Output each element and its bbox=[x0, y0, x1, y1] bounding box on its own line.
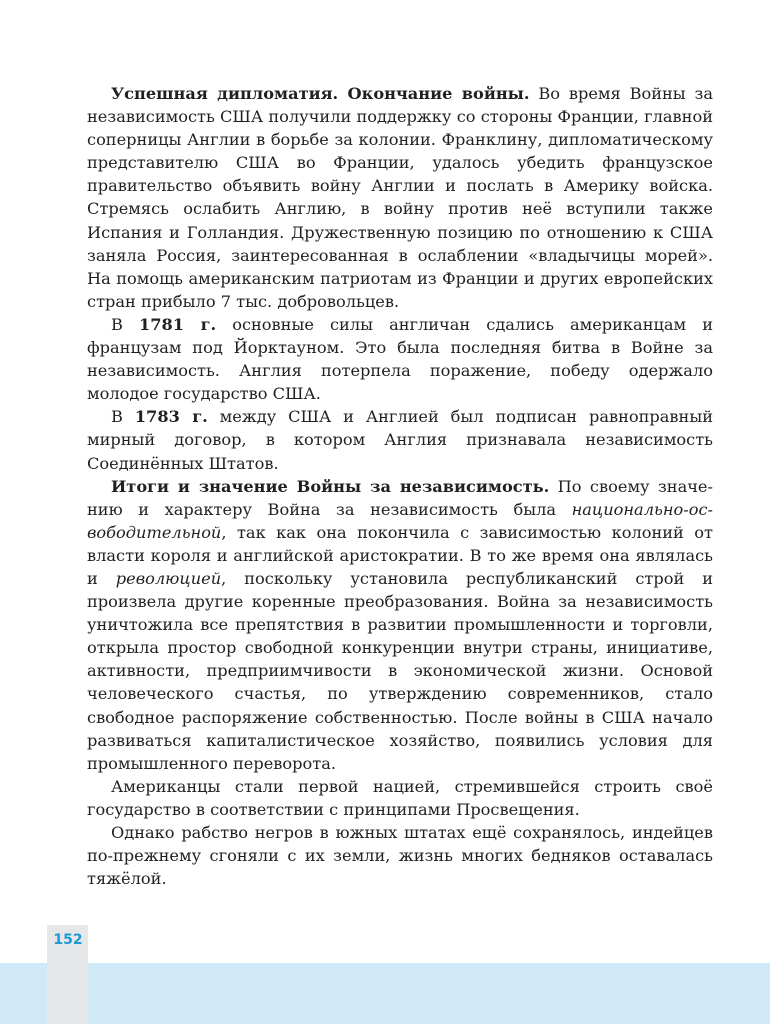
paragraph-1783 bbox=[87, 405, 713, 474]
paragraph-results bbox=[87, 475, 713, 775]
section-heading-results: Итоги и значение Войны за независимость. bbox=[111, 476, 550, 496]
paragraph-diplomacy bbox=[87, 82, 713, 313]
paragraph-text: между США и Англией был подписан равноправный мирный договор, в котором Англия признавала независимость Соединённых Штатов. bbox=[87, 407, 713, 473]
paragraph-text: В bbox=[111, 314, 139, 334]
paragraph-text: Однако рабство негров в южных штатах ещё сохранялось, индейцев по-прежнему сгоняли с их земли, жизнь многих бедняков оставалась тяжёлой. bbox=[87, 823, 713, 889]
term-national-liberation: национально-освободительной bbox=[87, 499, 713, 542]
paragraph-text: По своему значению и характеру Война за независимость была bbox=[87, 476, 713, 519]
footer-band bbox=[0, 963, 770, 1024]
date-1783: 1783 г. bbox=[134, 407, 208, 427]
paragraph-text: Во время Войны за независимость США получили поддержку со стороны Франции, главной соперницы Англии в борьбе за колонии. Франклину, дипломатическому представителю США во Франции, удалось убедить французское правительство объявить войну Англии и послать в Америку войска. Стремясь ослабить Англию, в войну против неё вступили также Испания и Голландия. Дружественную позицию по отношению к США заняла Россия, заинтересованная в ослаблении «владычицы морей». На помощь американским патриотам из Франции и других европейских стран прибыло 7 тыс. добровольцев. bbox=[87, 84, 713, 311]
term-revolution: революцией bbox=[115, 568, 222, 588]
paragraph-text: Американцы стали первой нацией, стремившейся строить своё государство в соответствии с принципами Просвещения. bbox=[87, 776, 713, 819]
paragraph-text: , поскольку установила республиканский строй и произвела другие коренные преобразования. Война за независимость уничтожила все препятствия в развитии промышленности и торговли, открыла простор свободной конкуренции внутри страны, инициативе, активности, предприимчивости в экономической жизни. Основой человеческого счастья, по утверждению современников, стало свободное распоряжение собственностью. После войны в США начало развиваться капиталистическое хозяйство, появились условия для промышленного переворота. bbox=[87, 568, 713, 773]
paragraph-slavery bbox=[87, 821, 713, 890]
date-1781: 1781 г. bbox=[138, 314, 217, 334]
paragraph-text: В bbox=[111, 407, 135, 427]
paragraph-text: , так как она покончила с зависимостью колоний от власти короля и английской аристократии. В то же время она являлась и bbox=[87, 522, 713, 588]
page-number: 152 bbox=[53, 932, 83, 948]
paragraph-enlightenment bbox=[87, 775, 713, 821]
section-heading-diplomacy: Успешная дипломатия. Окончание войны. bbox=[111, 84, 530, 103]
paragraph-1781 bbox=[87, 313, 713, 405]
page-body bbox=[87, 82, 713, 890]
paragraph-text: основные силы англичан сдались американцам и французам под Йорктауном. Это была последняя битва в Войне за независимость. Англия потерпела поражение, победу одержало молодое государство США. bbox=[87, 314, 713, 404]
